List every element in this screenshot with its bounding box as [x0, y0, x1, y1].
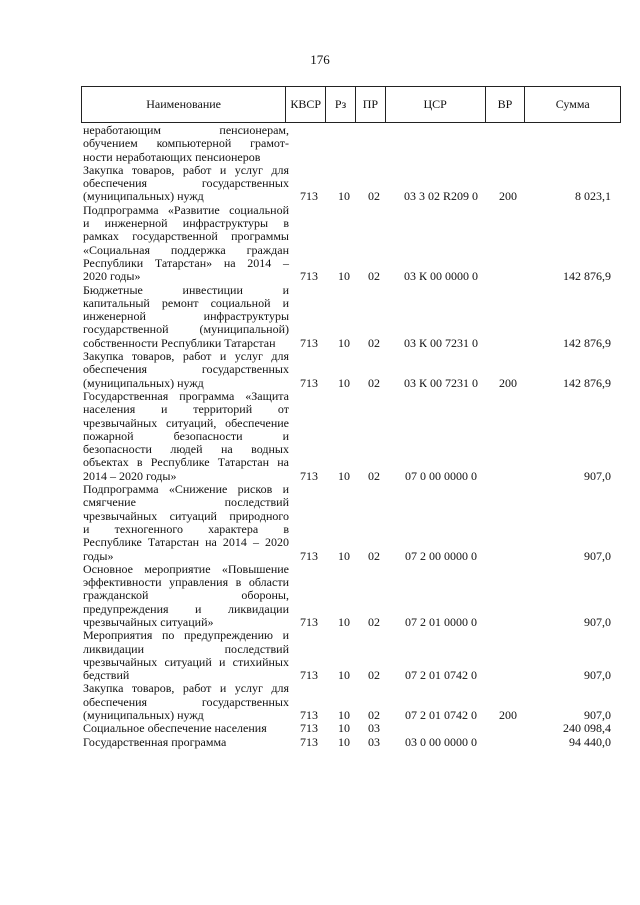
row-csr: 07 2 01 0000 0	[405, 614, 477, 629]
row-name-line: и техногенного характера в	[83, 521, 289, 536]
row-kvsr: 713	[300, 721, 318, 736]
row-name-line: (муниципальных) нужд	[83, 375, 204, 390]
row-csr: 03 0 00 0000 0	[405, 734, 477, 749]
row-name	[83, 350, 289, 390]
row-rz: 10	[338, 668, 350, 683]
row-rz: 10	[338, 269, 350, 284]
row-name-line: бедствий	[83, 668, 130, 683]
row-sum: 907,0	[584, 548, 611, 563]
row-kvsr: 713	[300, 269, 318, 284]
row-csr: 03 К 00 7231 0	[403, 335, 478, 350]
row-vr: 200	[499, 189, 517, 204]
row-name-line: Закупка товаров, работ и услуг для	[83, 349, 289, 364]
row-pr: 02	[368, 375, 380, 390]
row-sum: 907,0	[584, 668, 611, 683]
row-csr: 03 К 00 0000 0	[403, 269, 478, 284]
table-row	[83, 164, 611, 204]
row-name-line: «Социальная поддержка граждан	[83, 242, 289, 257]
row-rz: 10	[338, 734, 350, 749]
table-row	[83, 736, 611, 749]
header-name: Наименование	[82, 87, 286, 122]
row-pr: 02	[368, 614, 380, 629]
row-sum: 240 098,4	[563, 721, 611, 736]
row-name-line: объектах в Республике Татарстан на	[83, 455, 289, 470]
row-rz: 10	[338, 708, 350, 723]
row-name-line: ликвидации последствий	[83, 641, 289, 656]
row-sum: 142 876,9	[563, 375, 611, 390]
row-rz: 10	[338, 548, 350, 563]
row-name-line: обеспечения государственных	[83, 176, 289, 191]
table-row	[83, 682, 611, 722]
table-row	[83, 284, 611, 350]
row-rz: 10	[338, 468, 350, 483]
row-kvsr: 713	[300, 734, 318, 749]
row-name-line: Республики Татарстан» на 2014 –	[83, 255, 289, 270]
row-pr: 02	[368, 468, 380, 483]
row-name-line: населения и территорий от	[83, 402, 289, 417]
row-pr: 02	[368, 269, 380, 284]
row-csr: 07 0 00 0000 0	[405, 468, 477, 483]
row-sum: 8 023,1	[575, 189, 611, 204]
row-name	[83, 164, 289, 204]
row-name-line: Мероприятия по предупреждению и	[83, 628, 289, 643]
row-pr: 02	[368, 708, 380, 723]
row-pr: 03	[368, 721, 380, 736]
row-sum: 142 876,9	[563, 335, 611, 350]
table-row	[83, 204, 611, 284]
row-name-line: Основное мероприятие «Повышение	[83, 561, 289, 576]
row-name-line: капитальный ремонт социальной и	[83, 295, 289, 310]
row-pr: 02	[368, 335, 380, 350]
row-csr: 07 2 00 0000 0	[405, 548, 477, 563]
row-name-line: (муниципальных) нужд	[83, 708, 204, 723]
table-row	[83, 629, 611, 682]
row-sum: 907,0	[584, 708, 611, 723]
table-body	[83, 124, 611, 749]
row-name-line: обучением компьютерной грамот-	[83, 136, 289, 151]
row-name-line: гражданской обороны,	[83, 588, 289, 603]
row-name-line: пожарной безопасности и	[83, 428, 289, 443]
row-rz: 10	[338, 335, 350, 350]
row-pr: 02	[368, 548, 380, 563]
row-name	[83, 124, 289, 164]
table-row	[83, 483, 611, 563]
row-name	[83, 204, 289, 284]
row-name-line: чрезвычайных ситуаций природного	[83, 508, 289, 523]
row-pr: 03	[368, 734, 380, 749]
row-pr: 02	[368, 189, 380, 204]
row-name-line: обеспечения государственных	[83, 694, 289, 709]
row-name-line: 2020 годы»	[83, 269, 141, 284]
row-sum: 907,0	[584, 614, 611, 629]
row-name-line: смягчение последствий	[83, 495, 289, 510]
row-rz: 10	[338, 375, 350, 390]
row-name-line: предупреждения и ликвидации	[83, 601, 289, 616]
row-csr: 07 2 01 0742 0	[405, 668, 477, 683]
header-rz: Рз	[326, 87, 356, 122]
row-name	[83, 390, 289, 483]
row-name-line: Социальное обеспечение населения	[83, 721, 267, 736]
header-pr: ПР	[356, 87, 386, 122]
row-name-line: годы»	[83, 548, 114, 563]
row-name	[83, 563, 289, 629]
row-csr: 07 2 01 0742 0	[405, 708, 477, 723]
header-sum: Сумма	[555, 97, 590, 111]
row-name-line: неработающим пенсионерам,	[83, 123, 289, 137]
row-name-line: чрезвычайных ситуаций и стихийных	[83, 654, 289, 669]
row-rz: 10	[338, 721, 350, 736]
row-name-line: Подпрограмма «Снижение рисков и	[83, 482, 289, 497]
row-name-line: Государственная программа	[83, 734, 227, 749]
header-kvsr: КВСР	[286, 87, 326, 122]
row-name-line: рамках государственной программы	[83, 229, 289, 244]
row-csr: 03 К 00 7231 0	[403, 375, 478, 390]
row-name-line: (муниципальных) нужд	[83, 189, 204, 204]
row-name-line: государственной (муниципальной)	[83, 322, 289, 337]
header-vr: ВР	[486, 87, 526, 122]
row-name-line: ности неработающих пенсионеров	[83, 149, 261, 164]
row-name	[83, 629, 289, 682]
row-kvsr: 713	[300, 189, 318, 204]
table-row	[83, 390, 611, 483]
row-name-line: собственности Республики Татарстан	[83, 335, 276, 350]
row-kvsr: 713	[300, 335, 318, 350]
row-csr: 03 3 02 R209 0	[403, 189, 478, 204]
row-sum: 907,0	[584, 468, 611, 483]
row-name-line: безопасности людей на водных	[83, 442, 289, 457]
row-name-line: чрезвычайных ситуаций»	[83, 614, 214, 629]
row-name-line: Государственная программа «Защита	[83, 388, 289, 403]
row-name-line: Подпрограмма «Развитие социальной	[83, 202, 289, 217]
row-name-line: Республике Татарстан на 2014 – 2020	[83, 535, 289, 550]
row-name	[83, 284, 289, 350]
table-header	[81, 86, 621, 123]
table-row	[83, 563, 611, 629]
row-name-line: инженерной инфраструктуры	[83, 309, 289, 324]
row-name	[83, 722, 289, 735]
header-csr: ЦСР	[386, 87, 486, 122]
row-name-line: Бюджетные инвестиции и	[83, 282, 289, 297]
row-name	[83, 483, 289, 563]
row-sum: 142 876,9	[563, 269, 611, 284]
row-kvsr: 713	[300, 614, 318, 629]
row-vr: 200	[499, 708, 517, 723]
row-name	[83, 682, 289, 722]
row-kvsr: 713	[300, 375, 318, 390]
row-name-line: эффективности управления в области	[83, 575, 289, 590]
row-rz: 10	[338, 189, 350, 204]
row-kvsr: 713	[300, 548, 318, 563]
row-rz: 10	[338, 614, 350, 629]
row-pr: 02	[368, 668, 380, 683]
row-name-line: чрезвычайных ситуаций, обеспечение	[83, 415, 289, 430]
table-row	[83, 722, 611, 735]
row-kvsr: 713	[300, 668, 318, 683]
row-name	[83, 736, 289, 749]
row-kvsr: 713	[300, 468, 318, 483]
row-sum: 94 440,0	[569, 734, 611, 749]
row-name-line: Закупка товаров, работ и услуг для	[83, 162, 289, 177]
row-name-line: и инженерной инфраструктуры в	[83, 216, 289, 231]
row-name-line: обеспечения государственных	[83, 362, 289, 377]
row-vr: 200	[499, 375, 517, 390]
row-name-line: Закупка товаров, работ и услуг для	[83, 681, 289, 696]
row-kvsr: 713	[300, 708, 318, 723]
table-row	[83, 124, 611, 164]
page-number: 176	[310, 52, 330, 67]
table-row	[83, 350, 611, 390]
row-name-line: 2014 – 2020 годы»	[83, 468, 177, 483]
